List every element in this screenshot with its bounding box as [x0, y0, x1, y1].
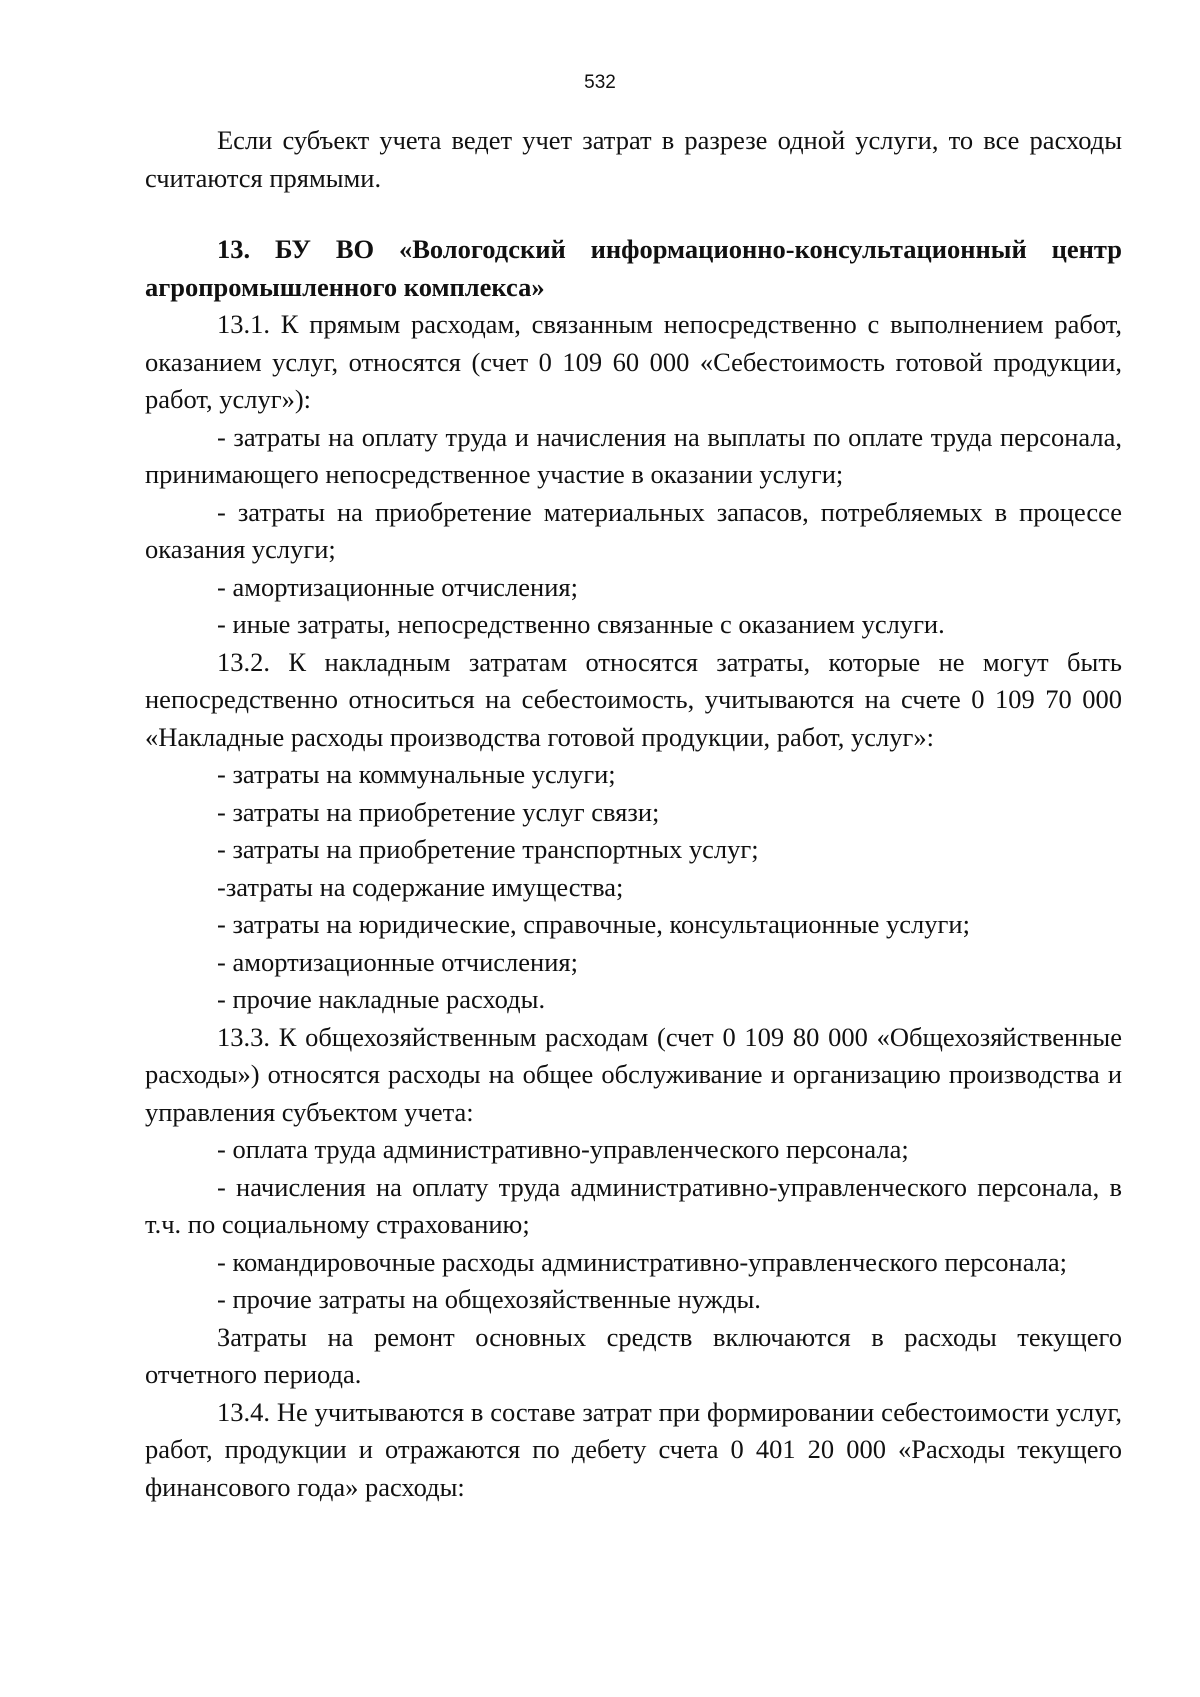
paragraph-13-2: 13.2. К накладным затратам относятся затраты, которые не могут быть непосредственно относиться на себестоимость, учитываются на счете 0 109 70 000 «Накладные расходы производства готовой продукции, работ, услуг»: [145, 646, 1122, 752]
list-item: - затраты на приобретение транспортных услуг; [217, 834, 759, 864]
intro-paragraph: Если субъект учета ведет учет затрат в разрезе одной услуги, то все расходы считаются прямыми. [145, 125, 1122, 193]
document-body [145, 122, 1122, 1506]
list-item: - амортизационные отчисления; [217, 571, 578, 602]
list-item: - амортизационные отчисления; [217, 946, 578, 977]
page-number: 532 [584, 72, 616, 93]
paragraph-repair-costs: Затраты на ремонт основных средств включаются в расходы текущего отчетного периода. [145, 1321, 1122, 1389]
list-item: - затраты на приобретение услуг связи; [217, 796, 660, 827]
list-item: - командировочные расходы административно-управленческого персонала; [217, 1246, 1068, 1277]
list-item: - затраты на коммунальные услуги; [217, 759, 616, 789]
section-gap [145, 197, 1122, 231]
list-item: - прочие накладные расходы. [217, 984, 546, 1014]
list-item: - затраты на приобретение материальных запасов, потребляемых в процессе оказания услуги; [145, 496, 1122, 564]
list-item: - затраты на оплату труда и начисления на выплаты по оплате труда персонала, принимающего непосредственное участие в оказании услуги; [145, 421, 1122, 489]
paragraph-13-4: 13.4. Не учитываются в составе затрат при формировании себестоимости услуг, работ, продукции и отражаются по дебету счета 0 401 20 000 «Расходы текущего финансового года» расходы: [145, 1396, 1122, 1502]
list-item: - иные затраты, непосредственно связанные с оказанием услуги. [217, 609, 945, 639]
list-item: - оплата труда административно-управленческого персонала; [217, 1134, 909, 1164]
paragraph-13-1: 13.1. К прямым расходам, связанным непосредственно с выполнением работ, оказанием услуг, относятся (счет 0 109 60 000 «Себестоимость готовой продукции, работ, услуг»): [145, 309, 1122, 414]
list-item: - прочие затраты на общехозяйственные нужды. [217, 1284, 761, 1314]
list-item: - начисления на оплату труда административно-управленческого персонала, в т.ч. по социальному страхованию; [145, 1171, 1122, 1239]
paragraph-13-3: 13.3. К общехозяйственным расходам (счет 0 109 80 000 «Общехозяйственные расходы») относятся расходы на общее обслуживание и организацию производства и управления субъектом учета: [145, 1021, 1122, 1127]
list-item: -затраты на содержание имущества; [217, 871, 624, 902]
list-item: - затраты на юридические, справочные, консультационные услуги; [217, 909, 970, 939]
section-heading: 13. БУ ВО «Вологодский информационно-консультационный центр агропромышленного комплекса» [145, 234, 1122, 302]
